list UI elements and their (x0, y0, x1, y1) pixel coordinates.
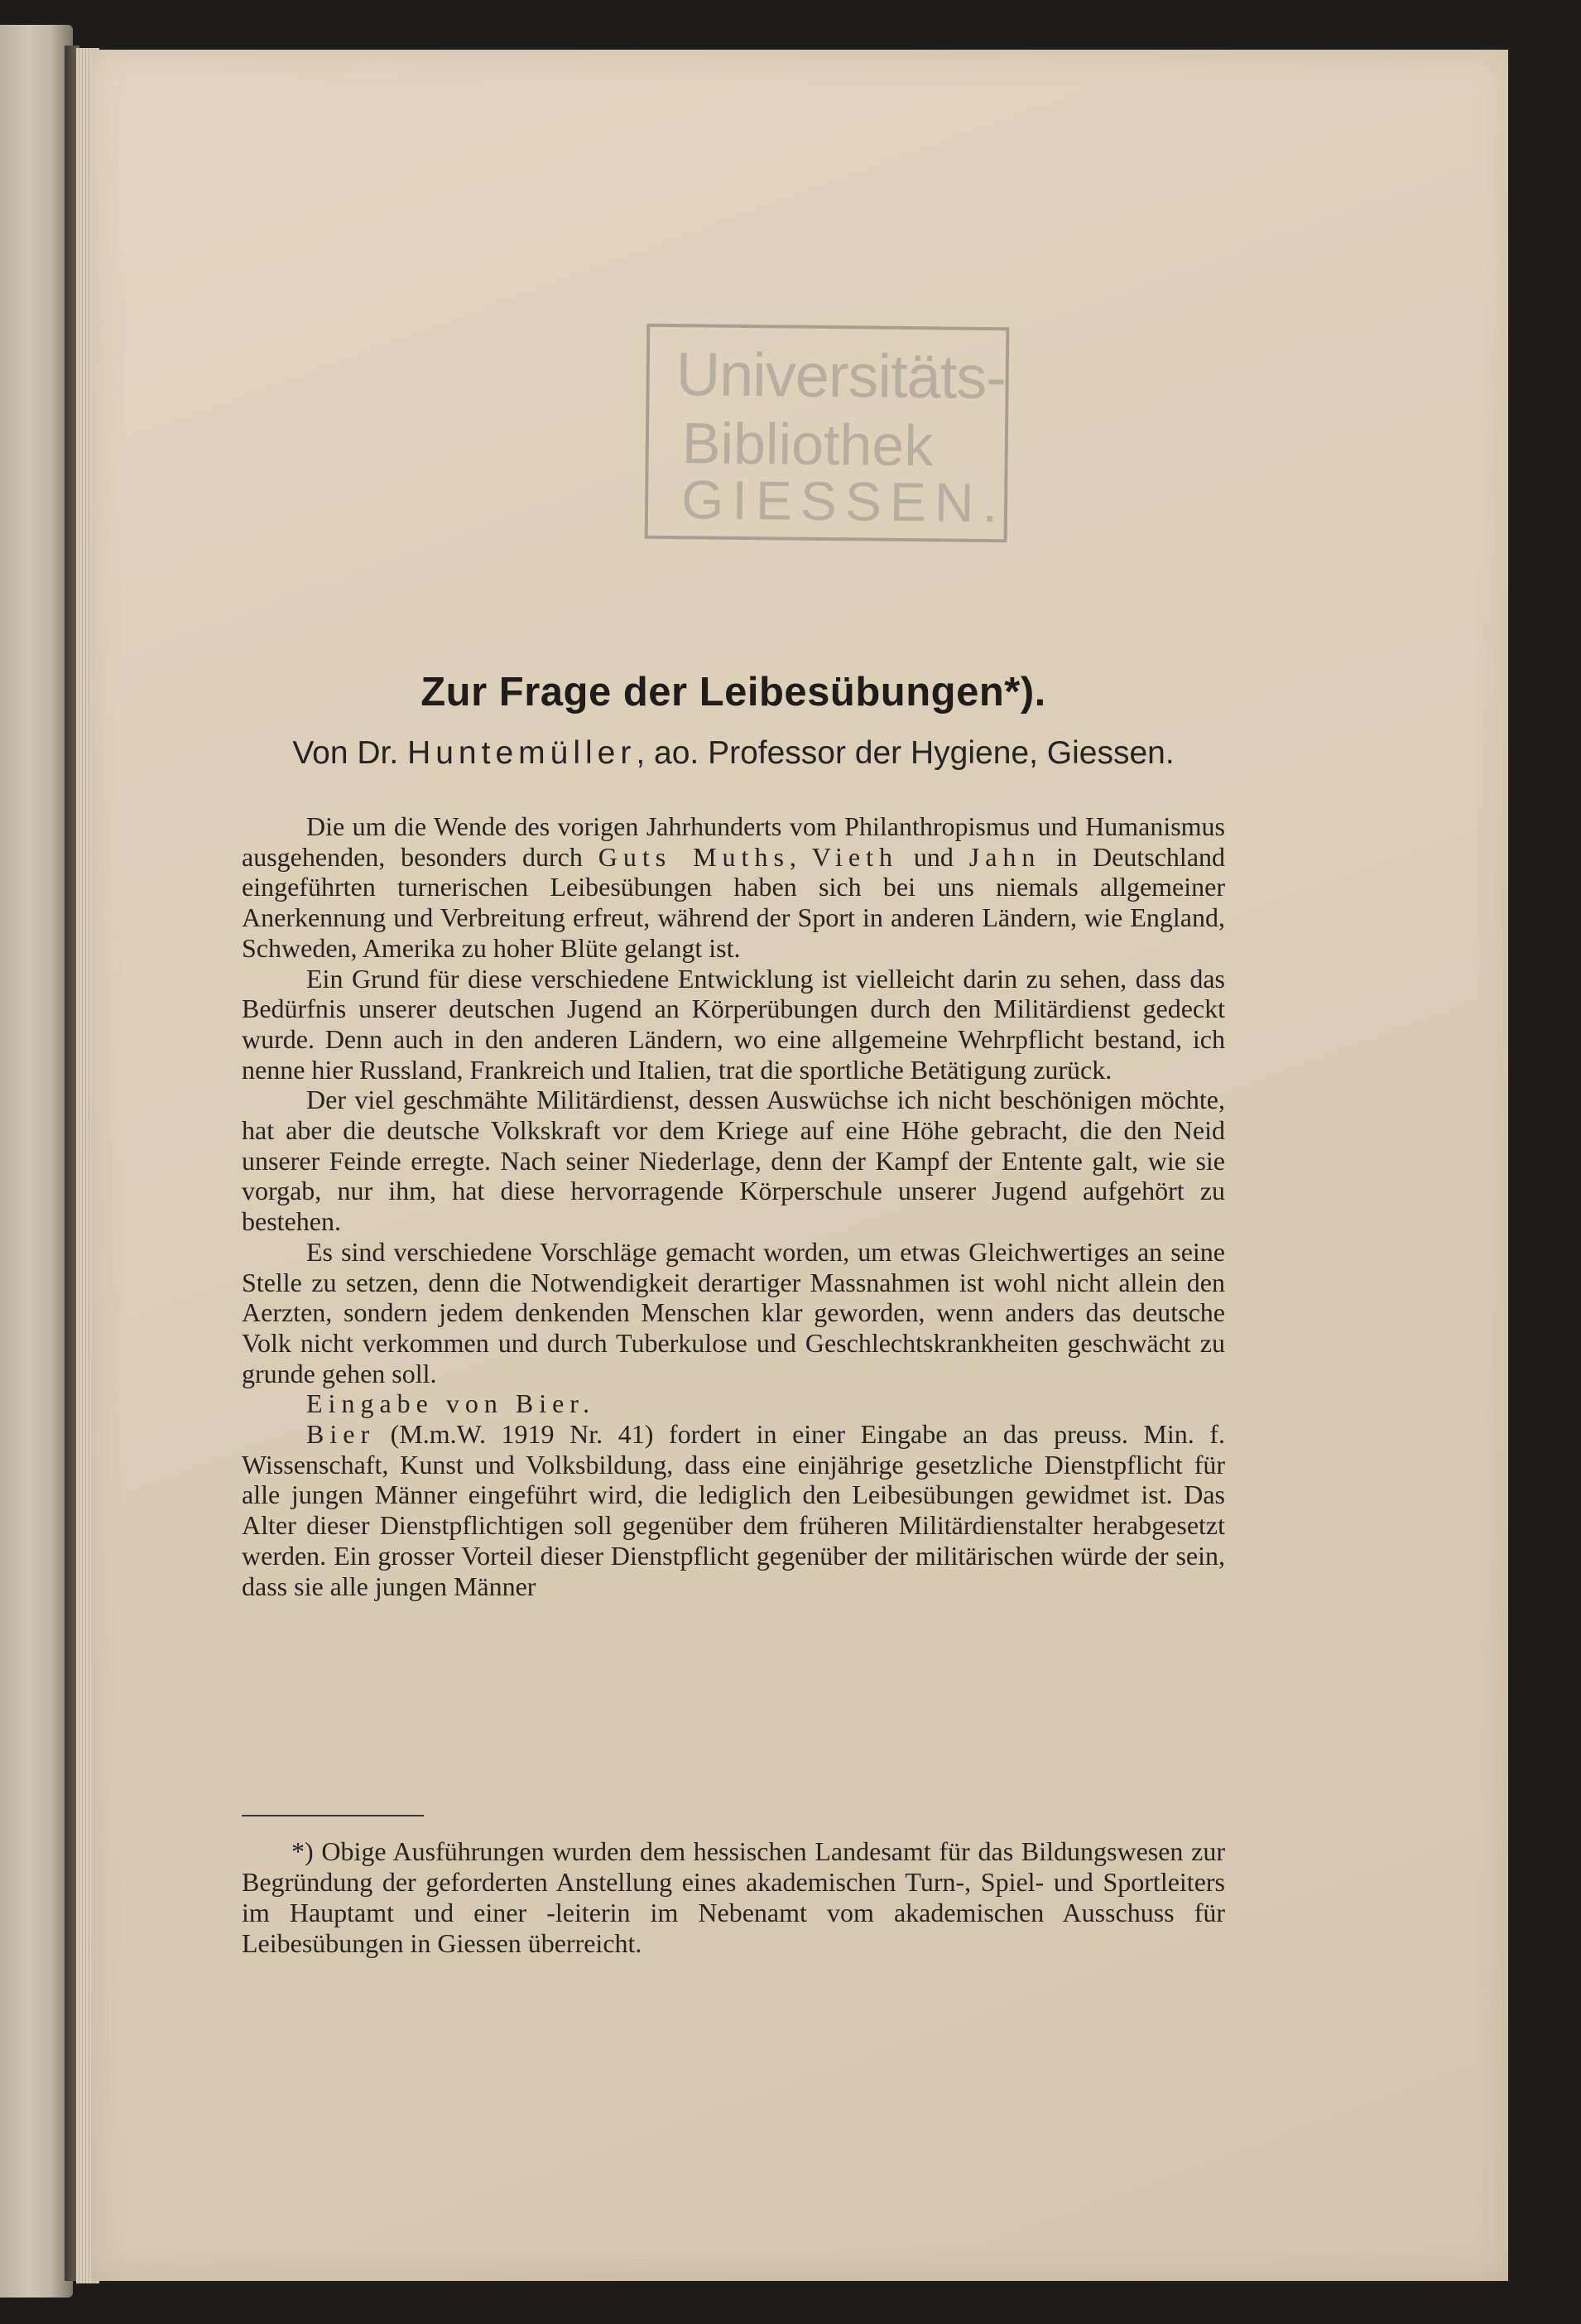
footnote (242, 1836, 1225, 1959)
article-title: Zur Frage der Leibesübungen*). (420, 670, 1046, 715)
footnote-text: *) Obige Ausführungen wurden dem hessischen Landesamt für das Bildungswesen zur Begründung der geforderten Anstellung eines akademischen Turn-, Spiel- und Sportleiters im Hauptamt und einer -leiterin im Nebenamt vom akademischen Ausschuss für Leibesübungen in Giessen überreicht. (242, 1836, 1225, 1958)
library-stamp (645, 324, 1010, 543)
stamp-line-2: Bibliothek (681, 411, 934, 479)
article-body (242, 811, 1225, 1601)
stamp-line-1: Universitäts- (675, 339, 1007, 412)
name-jahn: Jahn (968, 841, 1041, 872)
paragraph-1-text-a: Die um die Wende des vorigen Jahrhunderts vom Philanthropismus und Humanismus ausgehenden, besonders durch (242, 811, 1225, 872)
footnote-divider (242, 1815, 424, 1816)
author-name: Huntemüller (407, 735, 637, 771)
paragraph-3: Der viel geschmähte Militärdienst, dessen Auswüchse ich nicht beschönigen möchte, hat aber die deutsche Volkskraft vor dem Kriege auf eine Höhe gebracht, die den Neid unserer Feinde erregte. Nach seiner Niederlage, denn der Kampf der Entente galt, wie sie vorgab, nur ihm, hat diese hervorragende Körperschule unserer Jugend aufgehört zu bestehen. (242, 1085, 1225, 1237)
paragraph-2: Ein Grund für diese verschiedene Entwicklung ist vielleicht darin zu sehen, dass das Bedürfnis unserer deutschen Jugend an Körperübungen durch den Militärdienst gedeckt wurde. Denn auch in den anderen Ländern, wo eine allgemeine Wehrpflicht bestand, ich nenne hier Russland, Frankreich und Italien, trat die sportliche Betätigung zurück. (242, 963, 1225, 1085)
name-vieth: Vieth (811, 841, 898, 872)
paragraph-6 (242, 1419, 1225, 1601)
paragraph-1-text-d: in Deutschland eingeführten turnerischen Leibesübungen haben sich bei uns niemals allgemeiner Anerkennung und Verbreitung erfreut, während der Sport in anderen Ländern, wie England, Schweden, Amerika zu hoher Blüte gelangt ist. (242, 841, 1226, 963)
previous-page-edge (0, 25, 73, 2298)
paragraph-6-text: (M.m.W. 1919 Nr. 41) fordert in einer Eingabe an das preuss. Min. f. Wissenschaft, Kunst und Volksbildung, dass eine einjährige gesetzliche Dienstpflicht für alle jungen Männer eingeführt wird, die lediglich den Leibesübungen gewidmet ist. Das Alter dieser Dienstpflichtigen soll gegenüber dem früheren Militärdienstalter herabgesetzt werden. Ein grosser Vorteil dieser Dienstpflicht gegenüber der militärischen würde der sein, dass sie alle jungen Männer (242, 1419, 1225, 1601)
paragraph-1-text-c: und (897, 841, 969, 872)
author-prefix: Von Dr. (292, 735, 399, 771)
paragraph-4: Es sind verschiedene Vorschläge gemacht worden, um etwas Gleichwertiges an seine Stelle zu setzen, denn die Notwendigkeit derartiger Massnahmen ist wohl nicht allein den Aerzten, sondern jedem denkenden Menschen klar geworden, wenn anders das deutsche Volk nicht verkommen und durch Tuberkulose und Geschlechtskrankheiten geschwächt zu grunde gehen soll. (242, 1236, 1225, 1388)
author-suffix: , ao. Professor der Hygiene, Giessen. (636, 735, 1175, 771)
name-bier: Bier (306, 1419, 376, 1450)
section-heading-bier (242, 1388, 1225, 1419)
stamp-line-3: GIESSEN. (680, 469, 1007, 534)
name-guts-muths: Guts Muths (598, 841, 790, 872)
paragraph-1-text-b: , (789, 841, 812, 872)
author-line (242, 735, 1225, 772)
section-heading-text: Eingabe von Bier. (306, 1388, 596, 1419)
paragraph-1 (242, 811, 1225, 964)
